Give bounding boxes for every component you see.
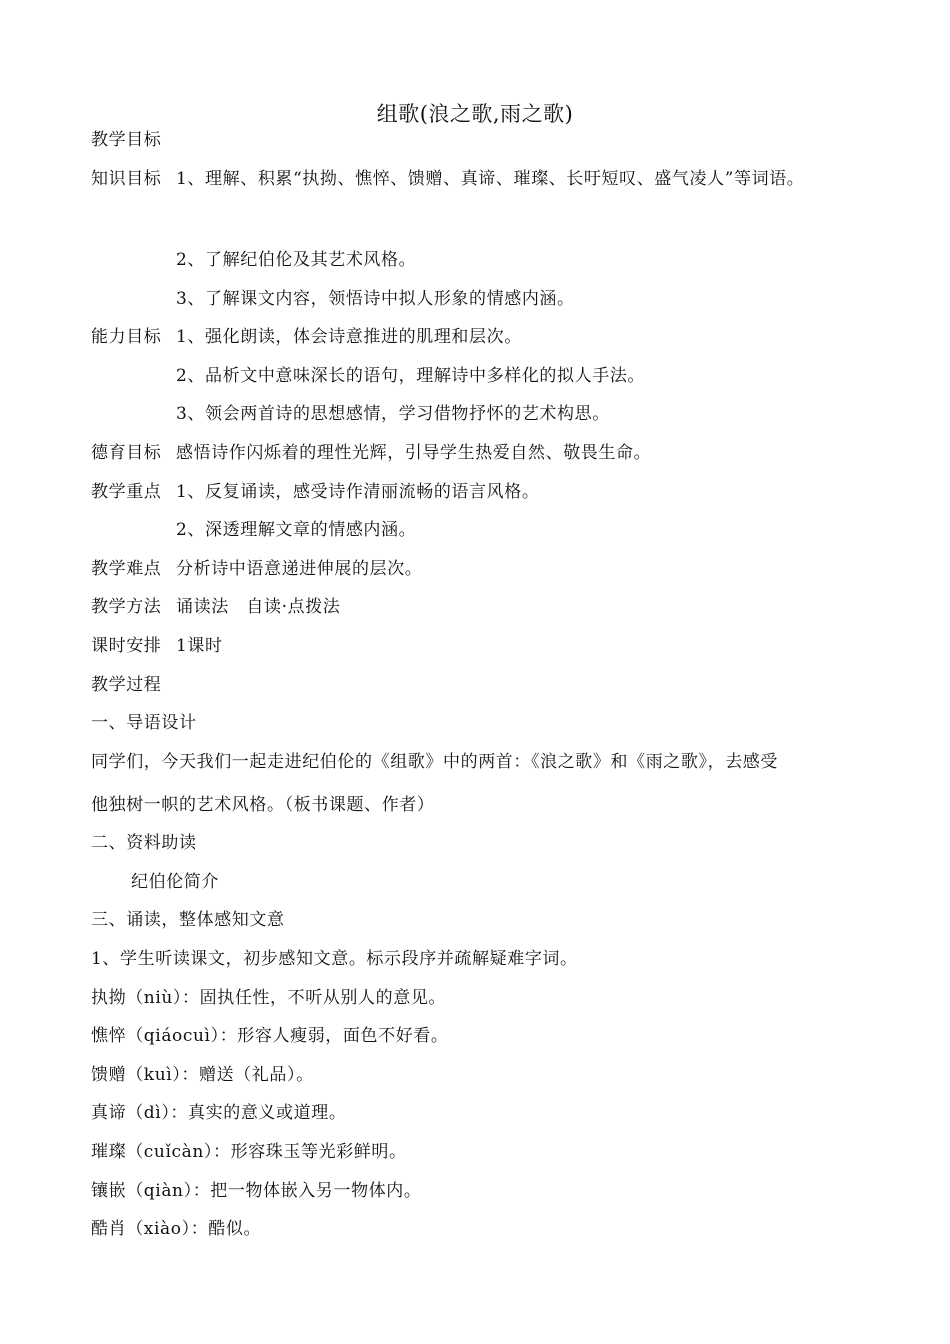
method-text: 诵读法 自读·点拨法 xyxy=(176,597,341,617)
knowledge-item-2: 2、了解纪伯伦及其艺术风格。 xyxy=(176,250,417,270)
knowledge-item-1: 1、理解、积累“执拗、憔悴、馈赠、真谛、璀璨、长吁短叹、盛气凌人”等词语。 xyxy=(176,169,805,189)
method-row xyxy=(91,596,340,618)
difficulty-row xyxy=(91,558,422,580)
moral-text: 感悟诗作闪烁着的理性光辉，引导学生热爱自然、敬畏生命。 xyxy=(176,443,652,463)
vocab-item: 真谛（dì）：真实的意义或道理。 xyxy=(91,1103,347,1123)
section-3-heading: 三、诵读，整体感知文意 xyxy=(91,910,285,930)
difficulty-label: 教学难点 xyxy=(91,559,162,579)
vocab-item: 璀璨（cuǐcàn）：形容珠玉等光彩鲜明。 xyxy=(91,1142,407,1162)
moral-objective-row xyxy=(91,442,651,464)
vocab-item: 酷肖（xiào）：酷似。 xyxy=(91,1219,262,1239)
knowledge-label: 知识目标 xyxy=(91,169,162,189)
ability-item-3: 3、领会两首诗的思想感情，学习借物抒怀的艺术构思。 xyxy=(176,404,610,424)
objectives-heading: 教学目标 xyxy=(91,130,162,150)
schedule-row xyxy=(91,635,223,657)
key-points-row xyxy=(91,481,539,503)
step-1: 1、学生听读课文，初步感知文意。标示段序并疏解疑难字词。 xyxy=(91,949,578,969)
ability-item-2: 2、品析文中意味深长的语句，理解诗中多样化的拟人手法。 xyxy=(176,366,646,386)
schedule-text: 1课时 xyxy=(176,636,223,656)
vocab-item: 憔悴（qiáocuì）：形容人瘦弱，面色不好看。 xyxy=(91,1026,449,1046)
bio-item: 纪伯伦简介 xyxy=(131,872,219,892)
ability-item-1: 1、强化朗读，体会诗意推进的肌理和层次。 xyxy=(176,327,522,347)
vocab-item: 镶嵌（qiàn）：把一物体嵌入另一物体内。 xyxy=(91,1181,422,1201)
intro-paragraph-line-2: 他独树一帜的艺术风格。（板书课题、作者） xyxy=(91,795,435,815)
ability-objective-row xyxy=(91,326,522,348)
key-label: 教学重点 xyxy=(91,482,162,502)
key-item-2: 2、深透理解文章的情感内涵。 xyxy=(176,520,417,540)
ability-label: 能力目标 xyxy=(91,327,162,347)
moral-label: 德育目标 xyxy=(91,443,162,463)
intro-paragraph-line-1: 同学们，今天我们一起走进纪伯伦的《组歌》中的两首：《浪之歌》和《雨之歌》，去感受 xyxy=(91,752,778,772)
vocab-item: 执拗（niù）：固执任性，不听从别人的意见。 xyxy=(91,988,447,1008)
knowledge-item-3: 3、了解课文内容，领悟诗中拟人形象的情感内涵。 xyxy=(176,289,575,309)
section-2-heading: 二、资料助读 xyxy=(91,833,197,853)
key-item-1: 1、反复诵读，感受诗作清丽流畅的语言风格。 xyxy=(176,482,540,502)
document-title: 组歌(浪之歌,雨之歌) xyxy=(376,102,574,126)
difficulty-text: 分析诗中语意递进伸展的层次。 xyxy=(176,559,423,579)
vocab-item: 馈赠（kuì）：赠送（礼品）。 xyxy=(91,1065,314,1085)
process-heading: 教学过程 xyxy=(91,675,162,695)
schedule-label: 课时安排 xyxy=(91,636,162,656)
method-label: 教学方法 xyxy=(91,597,162,617)
section-1-heading: 一、导语设计 xyxy=(91,713,197,733)
knowledge-objective-row xyxy=(91,168,804,190)
